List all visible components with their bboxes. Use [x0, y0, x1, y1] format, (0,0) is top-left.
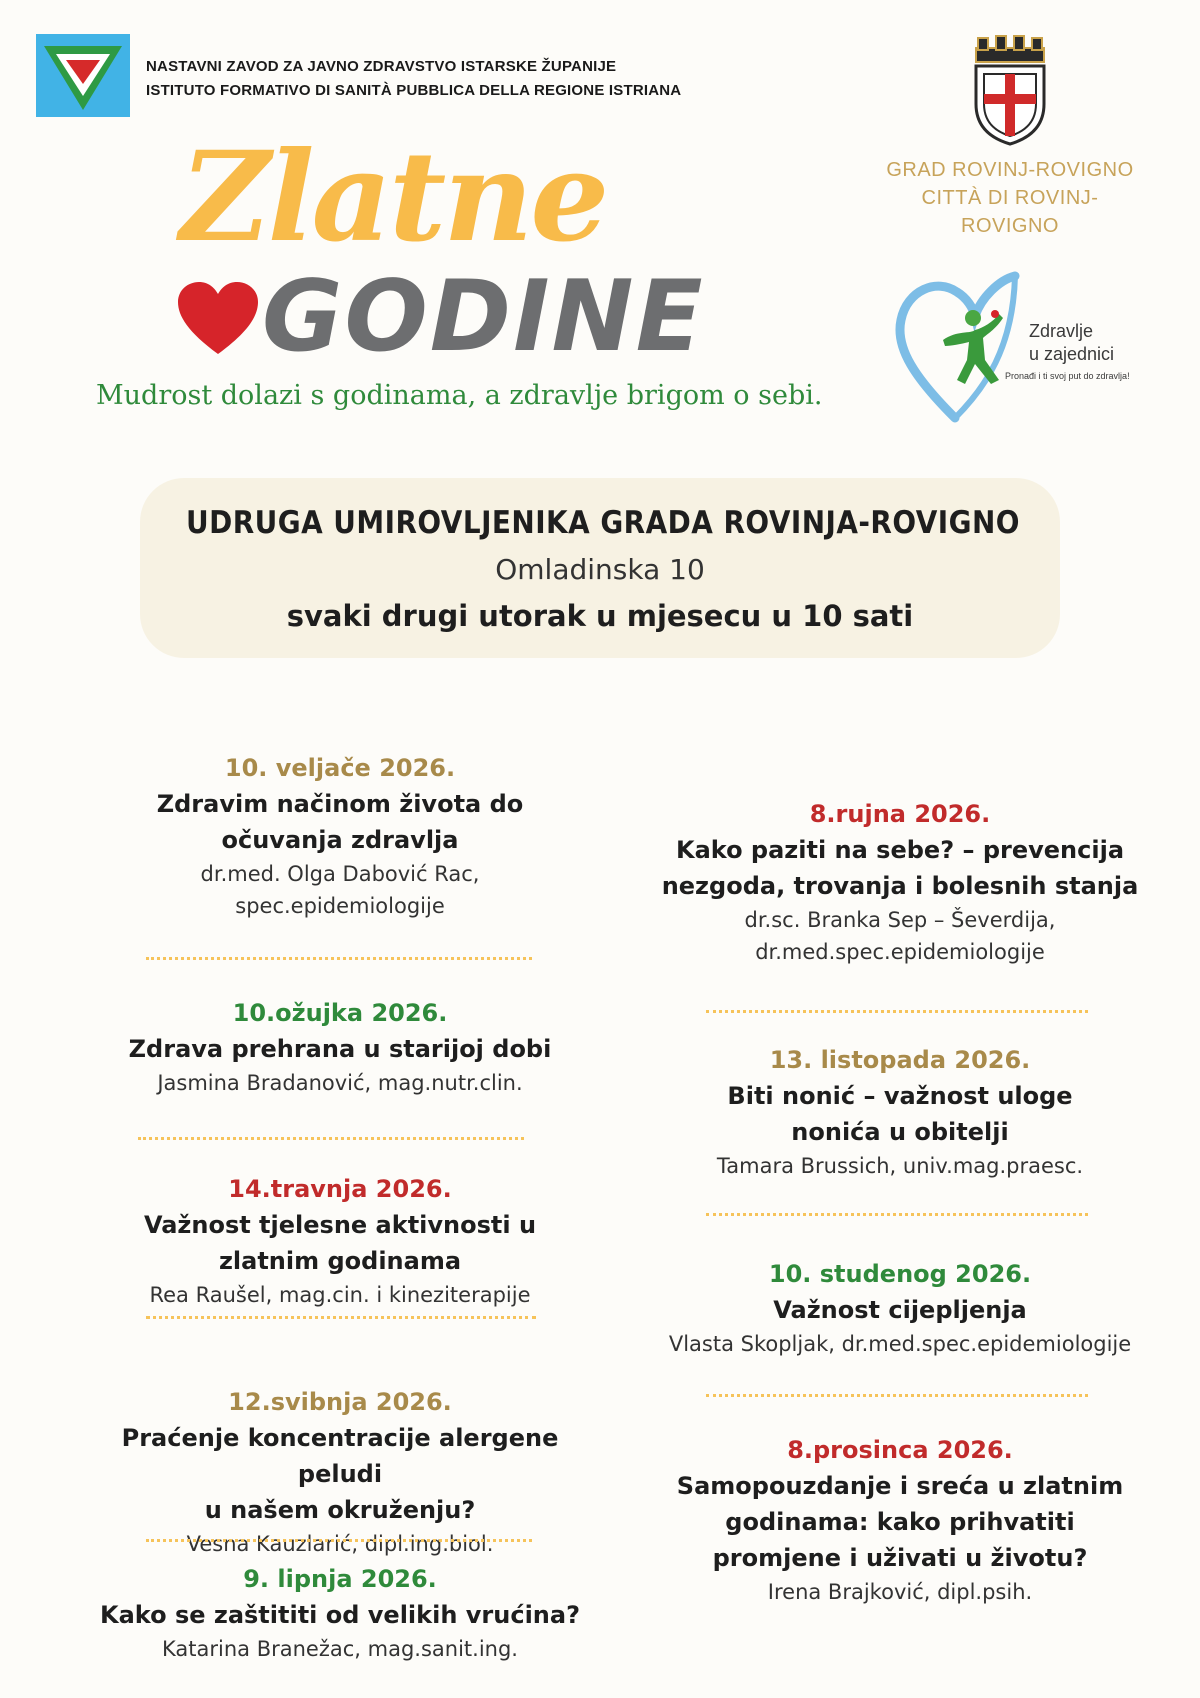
event-title: [640, 1292, 1160, 1328]
institute-logo: [36, 34, 130, 117]
event-date: 10.ožujka 2026.: [232, 999, 448, 1027]
event-title-line: Zdrava prehrana u starijoj dobi: [128, 1035, 552, 1063]
heart-icon: [178, 282, 258, 356]
event-title-line: nezgoda, trovanja i bolesnih stanja: [661, 872, 1139, 900]
event-divider: [146, 957, 532, 960]
event-title: [80, 1207, 600, 1279]
community-logo-line2: u zajednici: [1029, 344, 1115, 364]
community-logo-line1: Zdravlje: [1029, 321, 1094, 341]
venue-address: Omladinska 10: [495, 553, 705, 586]
venue-info-box: [140, 478, 1060, 658]
event-speaker: [80, 1633, 600, 1665]
event-speaker: [640, 1150, 1160, 1182]
event-title-line: Važnost cijepljenja: [773, 1296, 1027, 1324]
event-speaker-line: Katarina Branežac, mag.sanit.ing.: [162, 1637, 518, 1661]
event-speaker-line: spec.epidemiologije: [235, 894, 445, 918]
event-speaker: [640, 904, 1160, 968]
event-date: 9. lipnja 2026.: [243, 1565, 437, 1593]
event-left-5: [80, 1561, 600, 1665]
event-speaker-line: dr.sc. Branka Sep – Ševerdija,: [744, 908, 1056, 932]
event-divider: [706, 1213, 1088, 1216]
association-name: UDRUGA UMIROVLJENIKA GRADA ROVINJA-ROVIGNO: [186, 505, 1020, 541]
event-title-line: Kako se zaštititi od velikih vrućina?: [99, 1601, 581, 1629]
city-name: [880, 156, 1140, 240]
event-speaker-line: Rea Raušel, mag.cin. i kineziterapije: [149, 1283, 531, 1307]
city-name-it: CITTÀ DI ROVINJ-ROVIGNO: [921, 187, 1099, 237]
event-speaker: [640, 1328, 1160, 1360]
event-title-line: zlatnim godinama: [218, 1247, 462, 1275]
event-speaker: [80, 1279, 600, 1311]
city-crest-icon: [968, 34, 1052, 146]
event-speaker: [80, 1067, 600, 1099]
community-logo-slogan: Pronađi i ti svoj put do zdravlja!: [1005, 371, 1130, 381]
event-title: [80, 786, 600, 858]
event-title: [80, 1597, 600, 1633]
event-date: 10. veljače 2026.: [224, 754, 456, 782]
institute-name: [146, 55, 681, 103]
event-title-line: očuvanja zdravlja: [221, 826, 459, 854]
event-title-line: Praćenje koncentracije alergene peludi: [121, 1424, 559, 1488]
event-speaker: [80, 858, 600, 922]
event-speaker: [640, 1576, 1160, 1608]
title-godine: GODINE: [262, 260, 705, 374]
event-right-1: [640, 796, 1160, 968]
event-left-4: [80, 1384, 600, 1560]
event-title-line: Važnost tjelesne aktivnosti u: [143, 1211, 537, 1239]
event-date: 12.svibnja 2026.: [228, 1388, 452, 1416]
event-speaker-line: Vesna Kauzlarić, dipl.ing.biol.: [186, 1532, 494, 1556]
event-divider: [146, 1539, 532, 1542]
event-date: 8.rujna 2026.: [809, 800, 991, 828]
institute-name-hr: NASTAVNI ZAVOD ZA JAVNO ZDRAVSTVO ISTARSKE ŽUPANIJE: [146, 58, 617, 75]
event-divider: [706, 1010, 1088, 1013]
event-title-line: u našem okruženju?: [204, 1496, 476, 1524]
event-speaker-line: Irena Brajković, dipl.psih.: [767, 1580, 1033, 1604]
community-logo-name: [1029, 320, 1114, 366]
event-title-line: Samopouzdanje i sreća u zlatnim: [676, 1472, 1124, 1500]
event-title-line: Biti nonić – važnost uloge: [727, 1082, 1073, 1110]
event-speaker: [80, 1528, 600, 1560]
event-title-line: Kako paziti na sebe? – prevencija: [675, 836, 1125, 864]
meeting-schedule: svaki drugi utorak u mjesecu u 10 sati: [286, 599, 914, 633]
event-title-line: nonića u obitelji: [791, 1118, 1009, 1146]
event-title: [640, 1078, 1160, 1150]
heart-outline-icon: [900, 276, 1015, 418]
event-date: 14.travnja 2026.: [228, 1175, 452, 1203]
event-speaker-line: dr.med. Olga Dabović Rac,: [200, 862, 480, 886]
event-date: 13. listopada 2026.: [769, 1046, 1031, 1074]
event-title: [80, 1031, 600, 1067]
event-speaker-line: Tamara Brussich, univ.mag.praesc.: [716, 1154, 1084, 1178]
event-date: 10. studenog 2026.: [768, 1260, 1032, 1288]
event-left-1: [80, 750, 600, 922]
event-title: [640, 832, 1160, 904]
event-right-4: [640, 1432, 1160, 1608]
event-title-line: godinama: kako prihvatiti: [725, 1508, 1075, 1536]
city-name-hr: GRAD ROVINJ-ROVIGNO: [886, 159, 1134, 181]
event-date: 8.prosinca 2026.: [787, 1436, 1013, 1464]
event-divider: [706, 1394, 1088, 1397]
event-right-3: [640, 1256, 1160, 1360]
event-right-2: [640, 1042, 1160, 1182]
event-title-line: Zdravim načinom života do: [156, 790, 524, 818]
event-left-2: [80, 995, 600, 1099]
tagline: Mudrost dolazi s godinama, a zdravlje brigom o sebi.: [96, 380, 823, 411]
event-title: [80, 1420, 600, 1528]
event-title: [640, 1468, 1160, 1576]
event-left-3: [80, 1171, 600, 1311]
event-title-line: promjene i uživati u životu?: [712, 1544, 1088, 1572]
institute-name-it: ISTITUTO FORMATIVO DI SANITÀ PUBBLICA DELLA REGIONE ISTRIANA: [146, 82, 682, 99]
city-logo: [880, 28, 1140, 237]
event-speaker-line: dr.med.spec.epidemiologije: [755, 940, 1045, 964]
event-speaker-line: Vlasta Skopljak, dr.med.spec.epidemiologije: [668, 1332, 1132, 1356]
event-speaker-line: Jasmina Bradanović, mag.nutr.clin.: [157, 1071, 523, 1095]
event-divider: [146, 1316, 536, 1319]
community-health-logo: [895, 268, 1155, 428]
title-zlatne: Zlatne: [180, 125, 607, 270]
event-divider: [138, 1137, 524, 1140]
